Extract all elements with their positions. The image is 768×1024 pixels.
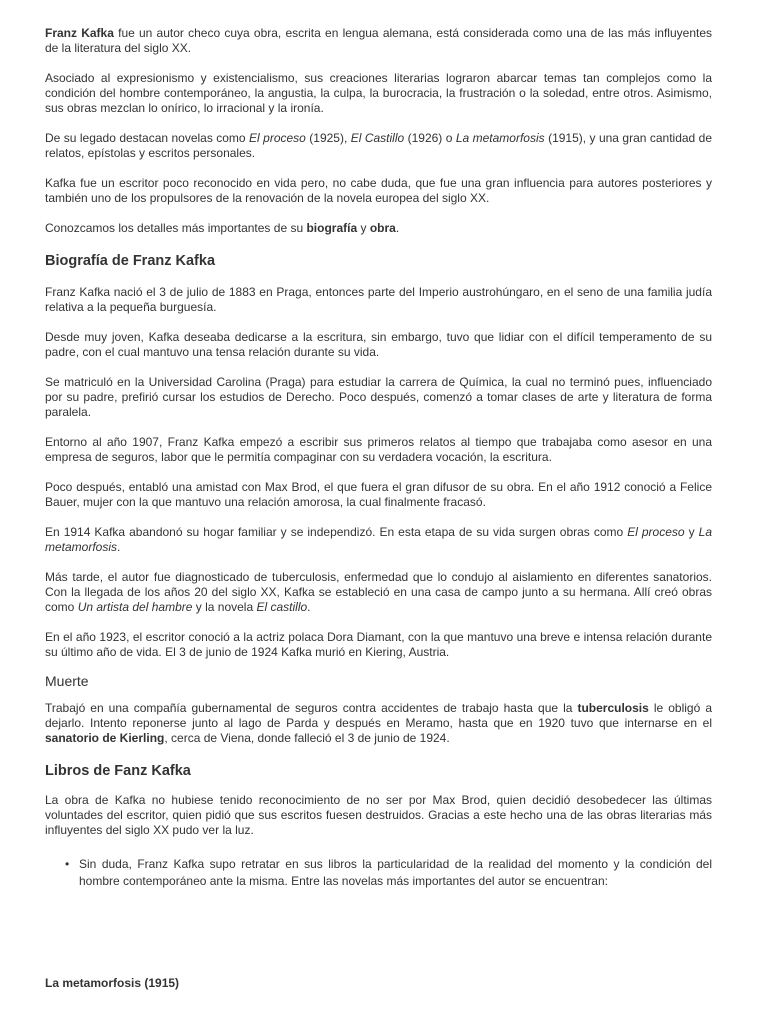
text-span: .	[307, 600, 311, 614]
book-title: El Castillo	[350, 131, 405, 145]
bullet-icon: •	[65, 857, 70, 871]
book-title: El proceso	[627, 525, 685, 539]
biografia-heading: Biografía de Franz Kafka	[45, 253, 216, 269]
text-span: De su legado destacan novelas como	[45, 131, 250, 145]
document-body	[45, 26, 712, 990]
biografia-paragraph-6	[45, 525, 712, 555]
author-name: Franz Kafka	[45, 26, 114, 40]
book-title: Un artista del hambre	[77, 600, 193, 614]
text-span: En 1914 Kafka abandonó su hogar familiar y se independizó. En esta etapa de su vida surgen obras como	[45, 525, 628, 539]
intro-paragraph-5	[45, 221, 712, 236]
libros-list	[45, 856, 712, 890]
muerte-paragraph-1	[45, 701, 712, 746]
book-title: La metamorfosis	[45, 525, 712, 554]
list-item	[45, 856, 712, 890]
biografia-paragraph-4: Entorno al año 1907, Franz Kafka empezó a escribir sus primeros relatos al tiempo que trabajaba como asesor en una empresa de seguros, labor que le permitía compaginar con su verdadera vocación, la escritura.	[45, 435, 712, 464]
text-span: , cerca de Viena, donde falleció el 3 de junio de 1924.	[164, 731, 450, 745]
libros-heading: Libros de Fanz Kafka	[45, 763, 191, 779]
intro-paragraph-1	[45, 26, 712, 56]
list-item-text: Sin duda, Franz Kafka supo retratar en sus libros la particularidad de la realidad del momento y la condición del hombre contemporáneo ante la misma. Entre las novelas más importantes del autor se encuentran:	[79, 857, 712, 888]
libros-paragraph-1: La obra de Kafka no hubiese tenido reconocimiento de no ser por Max Brod, quien decidió desobedecer las últimas voluntades del escritor, quien pidió que sus escritos fuesen destruidos. Gracias a este hecho una de las obras literarias más influyentes del siglo XX pudo ver la luz.	[45, 793, 712, 837]
biografia-paragraph-2: Desde muy joven, Kafka deseaba dedicarse a la escritura, sin embargo, tuvo que lidiar con el difícil temperamento de su padre, con el cual mantuvo una tensa relación durante su vida.	[45, 330, 712, 359]
intro-paragraph-2: Asociado al expresionismo y existencialismo, sus creaciones literarias lograron abarcar temas tan complejos como la condición del hombre contemporáneo, la angustia, la culpa, la burocracia, la frustración o la soledad, entre otros. Asimismo, sus obras mezclan lo onírico, lo irracional y la ironía.	[45, 71, 712, 115]
muerte-heading: Muerte	[45, 673, 89, 689]
intro-paragraph-4: Kafka fue un escritor poco reconocido en vida pero, no cabe duda, que fue una gran influencia para autores posteriores y también uno de los propulsores de la renovación de la novela europea del siglo XX.	[45, 176, 712, 205]
text-span: (1926) o	[404, 131, 456, 145]
bold-term: obra	[369, 221, 396, 235]
biografia-paragraph-8: En el año 1923, el escritor conoció a la actriz polaca Dora Diamant, con la que mantuvo una breve e intensa relación durante su último año de vida. El 3 de junio de 1924 Kafka murió en Kiering, Austria.	[45, 630, 712, 659]
book-title: El castillo	[256, 600, 308, 614]
text-span: (1925),	[305, 131, 351, 145]
text-span: Trabajó en una compañía gubernamental de seguros contra accidentes de trabajo hasta que la	[45, 701, 578, 715]
biografia-paragraph-5: Poco después, entabló una amistad con Max Brod, el que fuera el gran difusor de su obra. En el año 1912 conoció a Felice Bauer, mujer con la que mantuvo una relación amorosa, la cual finalmente fracasó.	[45, 480, 712, 509]
text-span: y	[357, 221, 370, 235]
text-span: y	[684, 525, 699, 539]
book-title: El proceso	[249, 131, 306, 145]
text-span: .	[117, 540, 121, 554]
biografia-paragraph-1: Franz Kafka nació el 3 de julio de 1883 en Praga, entonces parte del Imperio austrohúngaro, en el seno de una familia judía relativa a la pequeña burguesía.	[45, 285, 712, 314]
intro-paragraph-3	[45, 131, 712, 161]
text-span: y la novela	[192, 600, 257, 614]
bold-term: tuberculosis	[577, 701, 649, 715]
bold-term: biografía	[306, 221, 358, 235]
intro-text-1: fue un autor checo cuya obra, escrita en lengua alemana, está considerada como una de las más influyentes de la literatura del siglo XX.	[45, 26, 712, 55]
text-span: le obligó a dejarlo. Intento reponerse junto al lago de Parda y después en Meramo, hasta que en 1920 tuvo que internarse en el	[45, 701, 712, 730]
section-title-la-metamorfosis: La metamorfosis (1915)	[45, 976, 180, 990]
biografia-paragraph-3: Se matriculó en la Universidad Carolina (Praga) para estudiar la carrera de Química, la cual no terminó pues, influenciado por su padre, prefirió cursar los estudios de Derecho. Poco después, comenzó a tomar clases de arte y literatura de forma paralela.	[45, 375, 712, 419]
text-span: Más tarde, el autor fue diagnosticado de tuberculosis, enfermedad que lo condujo al aislamiento en diferentes sanatorios. Con la llegada de los años 20 del siglo XX, Kafka se estableció en una casa de campo junto a su hermana. Allí creó obras como	[45, 570, 712, 614]
bold-term: sanatorio de Kierling	[45, 731, 165, 745]
text-span: .	[395, 221, 400, 235]
biografia-paragraph-7	[45, 570, 712, 615]
text-span: (1915), y una gran cantidad de relatos, epístolas y escritos personales.	[45, 131, 712, 160]
book-title: La metamorfosis	[455, 131, 545, 145]
text-span: Conozcamos los detalles más importantes de su	[45, 221, 307, 235]
